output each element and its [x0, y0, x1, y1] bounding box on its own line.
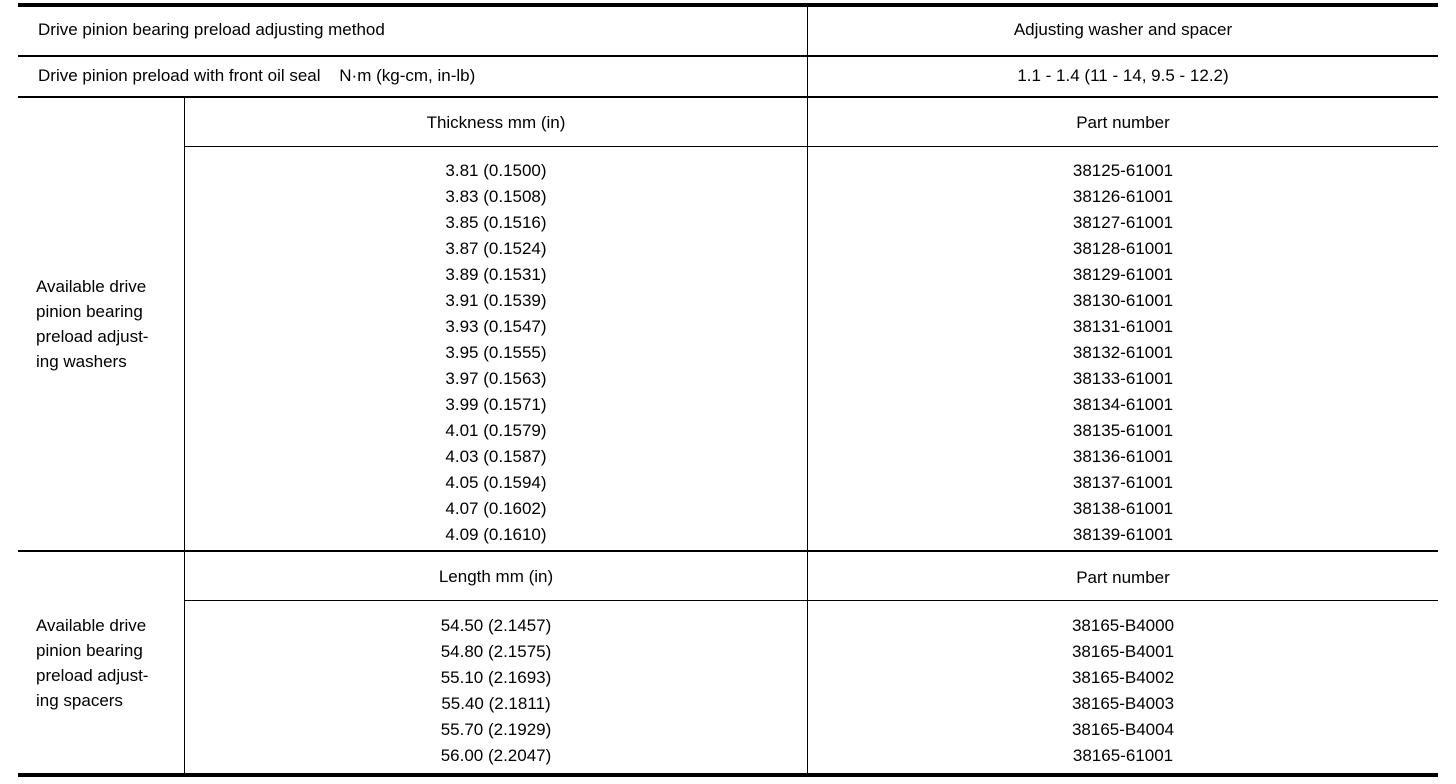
washer-thickness: 3.99 (0.1571): [445, 395, 547, 414]
spacer-header-divider: [185, 600, 1438, 601]
washer-thickness: 4.01 (0.1579): [445, 421, 547, 440]
washer-part-header: Part number: [1076, 113, 1170, 132]
preload-label-main: Drive pinion preload with front oil seal: [38, 66, 321, 85]
washer-thickness: 4.03 (0.1587): [445, 447, 547, 466]
washer-part-number: 38133-61001: [1072, 369, 1174, 388]
spacers-label-line: Available drive: [36, 616, 147, 635]
washer-part-number: 38139-61001: [1072, 525, 1174, 544]
washer-thickness: 3.89 (0.1531): [445, 265, 547, 284]
spacers-label-line: pinion bearing: [36, 641, 143, 660]
bottom-border: [18, 773, 1438, 777]
washer-part-number: 38131-61001: [1072, 317, 1174, 336]
washer-thickness: 3.85 (0.1516): [445, 213, 547, 232]
spacer-length: 55.10 (2.1693): [440, 668, 552, 687]
washer-thickness: 4.09 (0.1610): [445, 525, 547, 544]
spacers-label-line: ing spacers: [36, 691, 123, 710]
section-divider: [18, 550, 1438, 552]
spacer-length: 56.00 (2.2047): [440, 746, 552, 765]
washer-part-number: 38134-61001: [1072, 395, 1174, 414]
washer-part-number: 38130-61001: [1072, 291, 1174, 310]
method-value: Adjusting washer and spacer: [1013, 20, 1233, 39]
spacer-part-number: 38165-B4002: [1071, 668, 1175, 687]
spacer-length: 55.40 (2.1811): [441, 694, 551, 713]
spacers-label-line: preload adjust-: [36, 666, 149, 685]
washer-part-number: 38136-61001: [1072, 447, 1174, 466]
row2-divider: [18, 96, 1438, 98]
washer-header-divider: [185, 146, 1438, 147]
washer-part-number: 38125-61001: [1072, 161, 1174, 180]
spacer-part-number: 38165-B4003: [1071, 694, 1175, 713]
washer-part-number: 38126-61001: [1072, 187, 1174, 206]
washer-thickness: 3.93 (0.1547): [445, 317, 547, 336]
spacer-length: 54.80 (2.1575): [440, 642, 552, 661]
washers-label-line: pinion bearing: [36, 302, 143, 321]
preload-label-unit: N·m (kg-cm, in-lb): [339, 66, 476, 85]
washer-part-list: [808, 158, 1438, 548]
washer-part-number: 38135-61001: [1072, 421, 1174, 440]
spacer-part-number: 38165-B4001: [1071, 642, 1175, 661]
washer-thickness: 3.91 (0.1539): [445, 291, 547, 310]
washer-part-number: 38132-61001: [1072, 343, 1174, 362]
washers-label-line: Available drive: [36, 277, 147, 296]
washer-thickness: 3.95 (0.1555): [445, 343, 547, 362]
spacer-length: 54.50 (2.1457): [440, 616, 552, 635]
washers-label: [36, 274, 148, 374]
spacer-part-number: 38165-61001: [1072, 746, 1174, 765]
washer-thickness-header: Thickness mm (in): [426, 113, 566, 132]
spacer-part-number: 38165-B4004: [1071, 720, 1175, 739]
washer-thickness: 3.87 (0.1524): [445, 239, 547, 258]
washer-thickness: 4.05 (0.1594): [445, 473, 547, 492]
washers-label-line: preload adjust-: [36, 327, 149, 346]
washer-part-number: 38138-61001: [1072, 499, 1174, 518]
washer-part-number: 38137-61001: [1072, 473, 1174, 492]
spacer-part-list: [808, 613, 1438, 769]
washer-part-number: 38128-61001: [1072, 239, 1174, 258]
preload-label: [38, 66, 475, 86]
spacers-label: [36, 613, 148, 713]
spacer-part-header: Part number: [1076, 568, 1170, 587]
row1-divider: [18, 55, 1438, 57]
method-label: Drive pinion bearing preload adjusting method: [38, 20, 385, 39]
top-border: [18, 3, 1438, 7]
washer-thickness: 4.07 (0.1602): [445, 499, 547, 518]
washer-thickness: 3.83 (0.1508): [445, 187, 547, 206]
spacer-length: 55.70 (2.1929): [440, 720, 552, 739]
washer-thickness: 3.97 (0.1563): [445, 369, 547, 388]
spacer-part-number: 38165-B4000: [1071, 616, 1175, 635]
washer-thickness-list: [185, 158, 807, 548]
washer-part-number: 38129-61001: [1072, 265, 1174, 284]
washer-part-number: 38127-61001: [1072, 213, 1174, 232]
spacer-length-list: [185, 613, 807, 769]
preload-value: 1.1 - 1.4 (11 - 14, 9.5 - 12.2): [1017, 66, 1229, 85]
washer-thickness: 3.81 (0.1500): [445, 161, 547, 180]
spacer-length-header: Length mm (in): [438, 567, 554, 586]
washers-label-line: ing washers: [36, 352, 127, 371]
